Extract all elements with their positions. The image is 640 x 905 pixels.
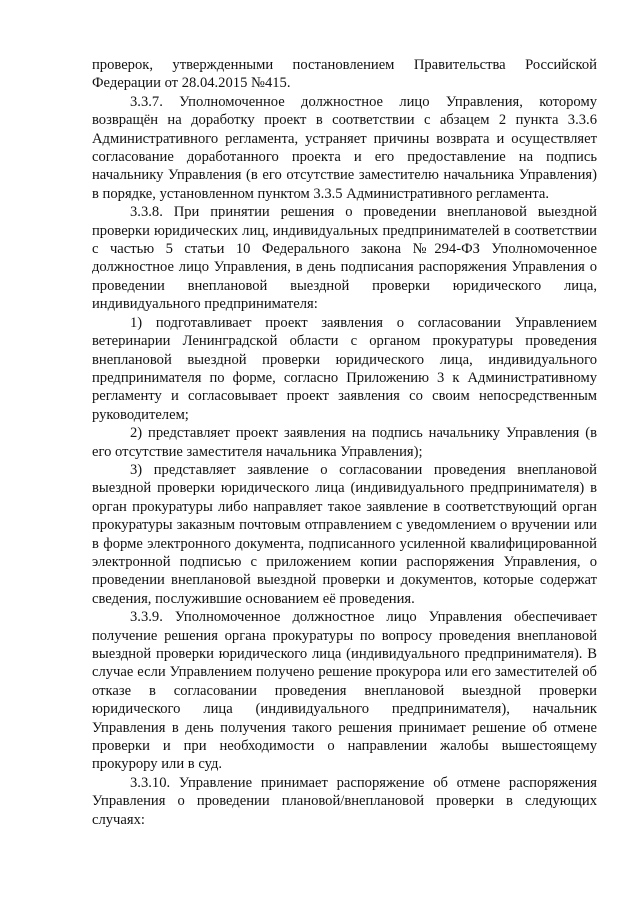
paragraph-3-3-8: 3.3.8. При принятии решения о проведении внеплановой выездной проверки юридических лиц, индивидуальных предпринимателей в соответствии с частью 5 статьи 10 Федерального закона №294-ФЗ Уполномоченное должностное лицо Управления, в день подписания распоряжения Управления о проведении внеплановой выездной проверки юридического лица, индивидуального предпринимателя: xyxy=(92,204,597,313)
list-item-2: 2) представляет проект заявления на подпись начальнику Управления (в его отсутствие заместителя начальника Управления); xyxy=(92,425,597,460)
paragraph-3-3-9: 3.3.9. Уполномоченное должностное лицо Управления обеспечивает получение решения органа прокуратуры по вопросу проведения внеплановой выездной проверки юридического лица (индивидуального предпринимателя). В случае если Управлением получено решение прокурора или его заместителей об отказе в согласовании проведения внеплановой выездной проверки юридического лица (индивидуального предпринимателя), начальник Управления в день получения такого решения принимает решение об отмене проверки и при необходимости о направлении жалобы вышестоящему прокурору или в суд. xyxy=(92,609,597,773)
list-item-1: 1) подготавливает проект заявления о согласовании Управлением ветеринарии Ленинградской области с органом прокуратуры проведения внеплановой выездной проверки юридического лица, индивидуального предпринимателя по форме, согласно Приложению 3 к Административному регламенту и согласовывает проект заявления со своим непосредственным руководителем; xyxy=(92,314,597,423)
list-item-3: 3) представляет заявление о согласовании проведения внеплановой выездной проверки юридического лица (индивидуального предпринимателя) в орган прокуратуры либо направляет такое заявление в соответствующий орган прокуратуры заказным почтовым отправлением с уведомлением о вручении или в форме электронного документа, подписанного усиленной квалифицированной электронной подписью с приложением копии распоряжения Управления, о проведении внеплановой выездной проверки и документов, которые содержат сведения, послужившие основанием её проведения. xyxy=(92,461,597,607)
document-body xyxy=(92,56,597,829)
paragraph-3-3-10: 3.3.10. Управление принимает распоряжение об отмене распоряжения Управления о проведении плановой/внеплановой проверки в следующих случаях: xyxy=(92,774,597,828)
paragraph-3-3-7: 3.3.7. Уполномоченное должностное лицо Управления, которому возвращён на доработку проект в соответствии с абзацем 2 пункта 3.3.6 Административного регламента, устраняет причины возврата и осуществляет согласование доработанного проекта и его предоставление на подпись начальнику Управления (в его отсутствие заместителю начальника Управления) в порядке, установленном пунктом 3.3.5 Административного регламента. xyxy=(92,93,597,202)
paragraph-continuation: проверок, утвержденными постановлением Правительства Российской Федерации от 28.04.2015 №415. xyxy=(92,57,597,92)
